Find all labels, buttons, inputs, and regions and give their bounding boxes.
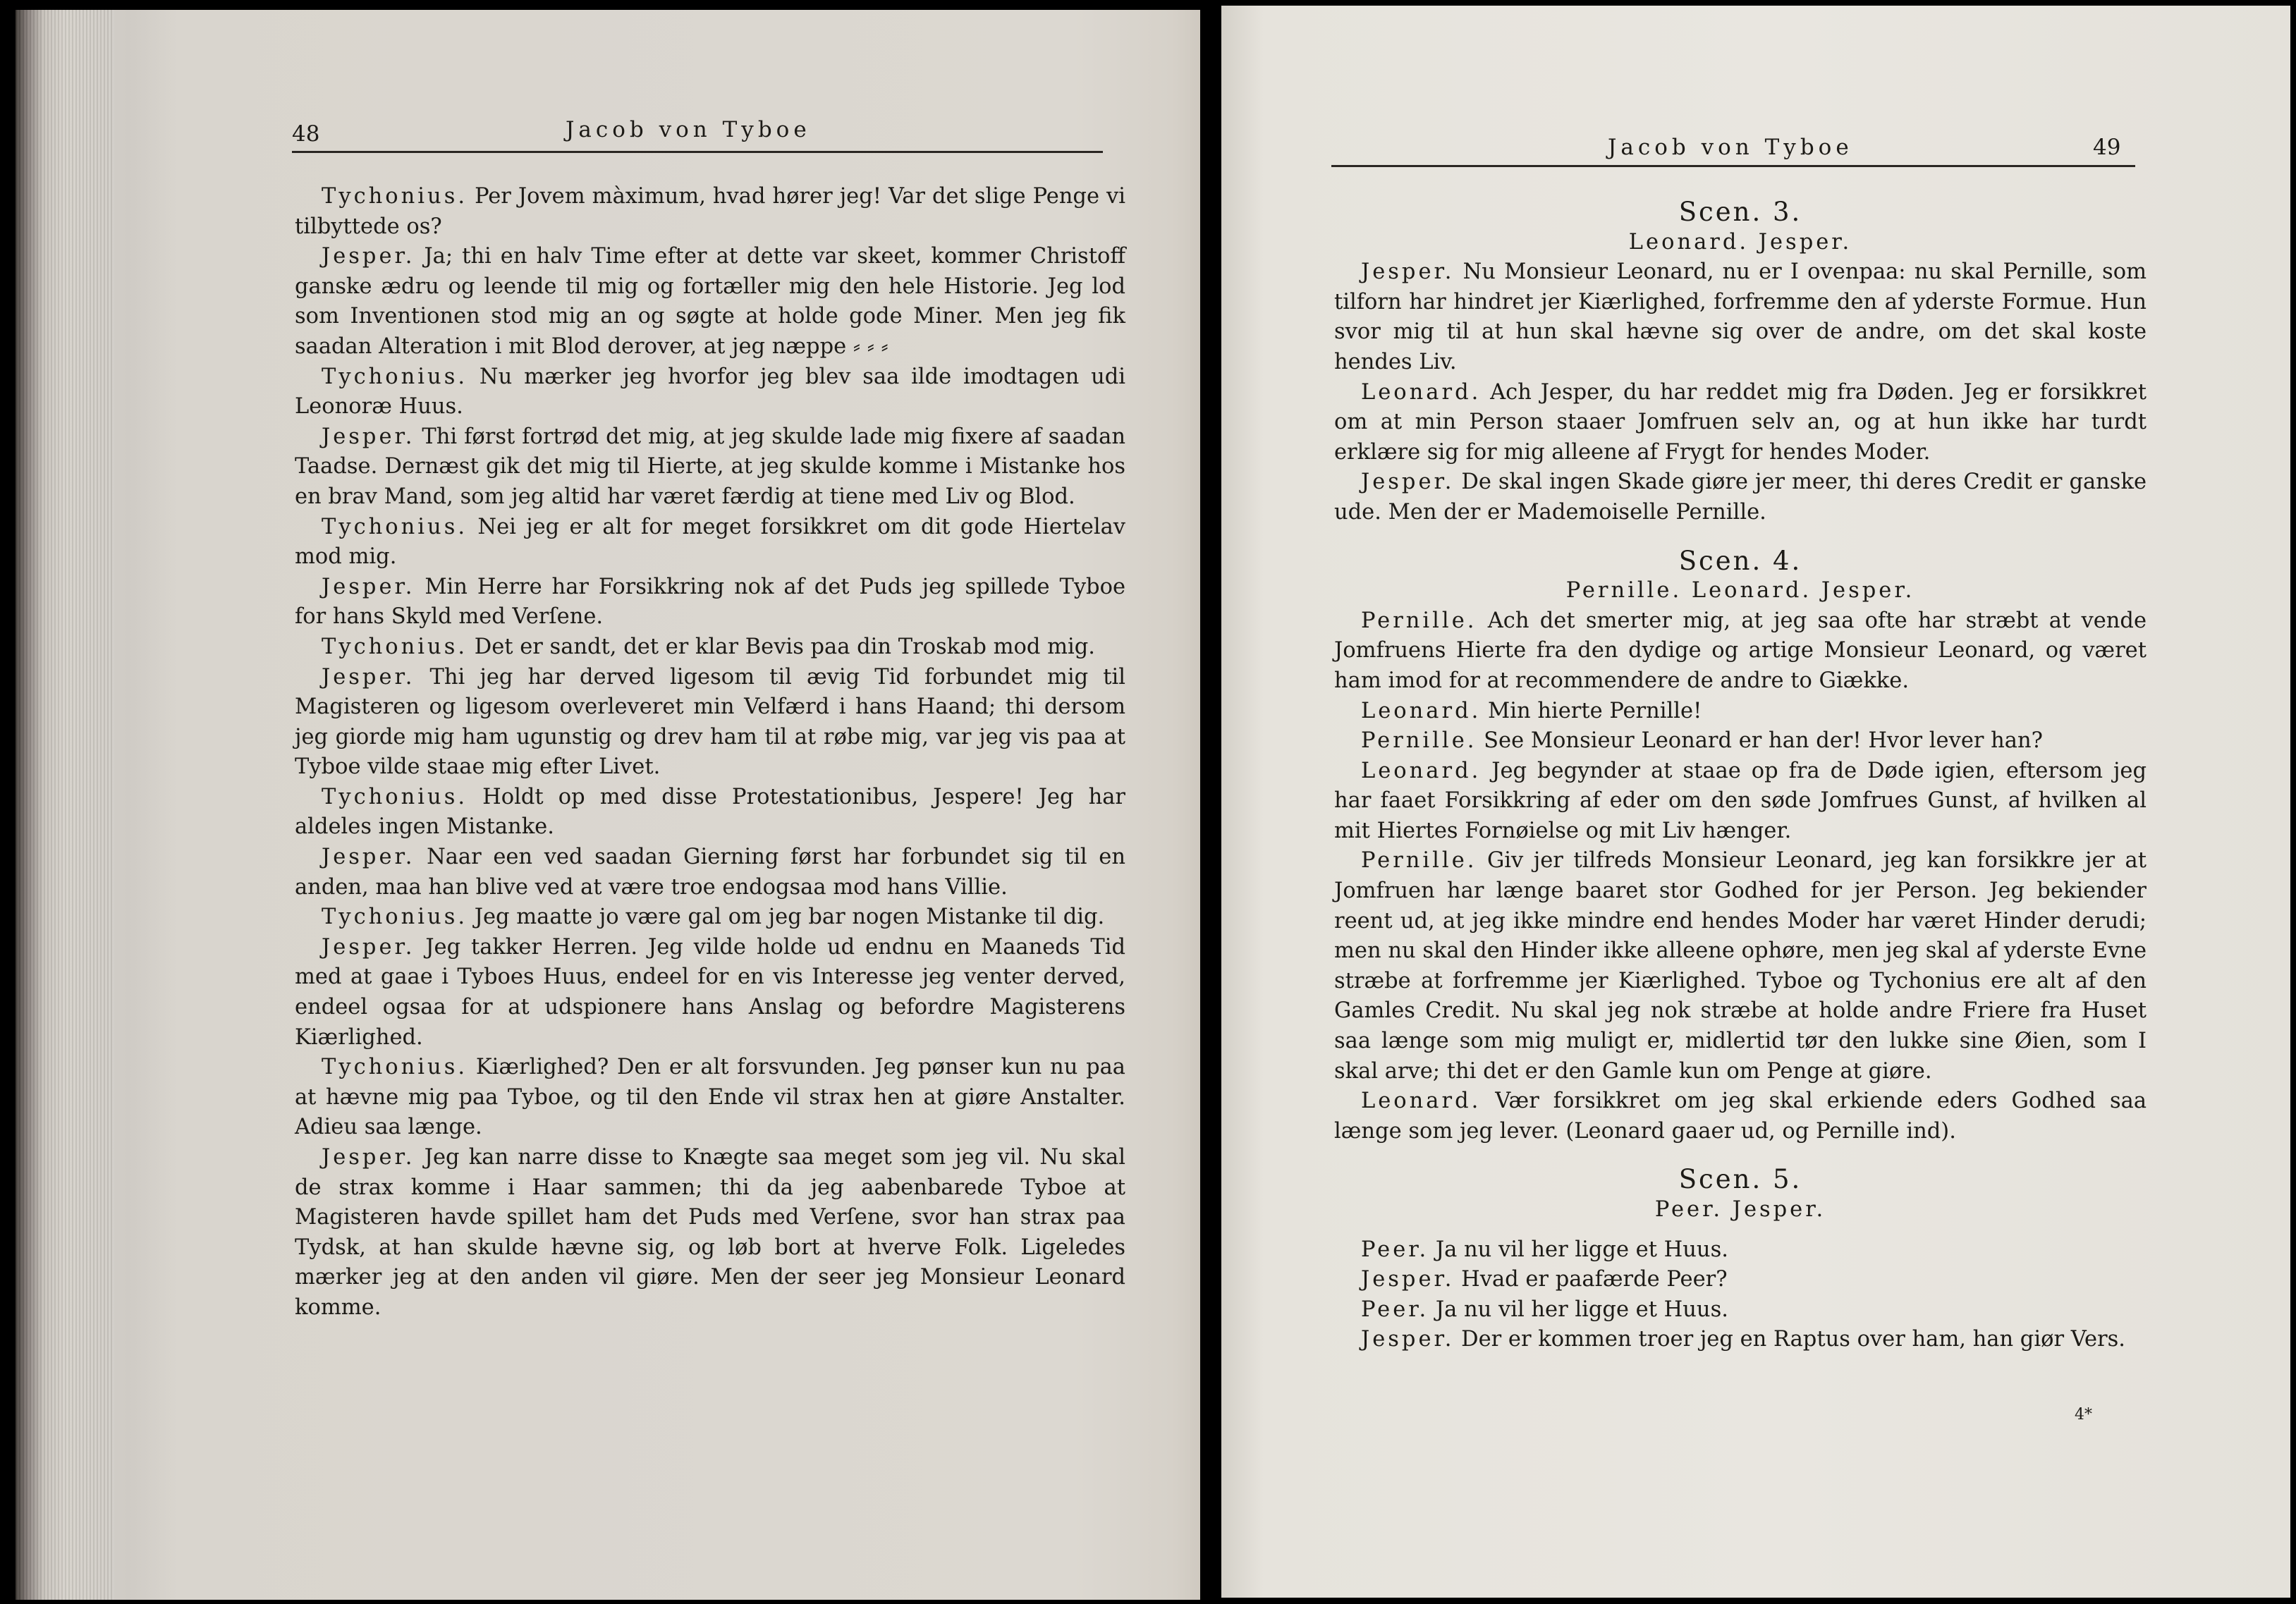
dialogue-text: Naar een ved saadan Gierning først har forbundet sig til en anden, maa han blive ved at være troe endogsaa mod hans Villie.: [295, 845, 1125, 900]
dialogue-paragraph: [1334, 1295, 2147, 1326]
scene-heading: Scen. 3.: [1678, 197, 1802, 227]
dialogue-paragraph: [1334, 757, 2147, 847]
dialogue-paragraph: [1334, 1086, 2147, 1146]
dialogue-text: Vær forsikkret om jeg skal erkiende eders Godhed saa længe som jeg lever. (Leonard gaaer ud, og Pernille ind).: [1334, 1089, 2147, 1144]
dialogue-paragraph: [295, 783, 1125, 843]
speaker-name: Jesper.: [322, 845, 415, 870]
dialogue-paragraph: [295, 933, 1125, 1053]
dialogue-text: Der er kommen troer jeg en Raptus over ham, han giør Vers.: [1461, 1327, 2125, 1352]
speaker-name: Peer.: [1361, 1237, 1429, 1262]
dialogue-paragraph: [295, 362, 1125, 422]
right-header-rule: [1331, 165, 2135, 167]
dialogue-paragraph: [295, 663, 1125, 783]
speaker-name: Pernille.: [1361, 848, 1477, 874]
dialogue-text: Giv jer tilfreds Monsieur Leonard, jeg kan forsikkre jer at Jomfruen har længe baaret stor Godhed for jer Person. Jeg bekiender reent ud, at jeg ikke mindre end hendes Moder har været Hinder derudi; men nu skal den Hinder ikke alleene ophøre, men jeg skal af yderste Evne stræbe at forfremme jer Kiærlighed. Tyboe og Tychonius ere alt af den Gamles Credit. Nu skal jeg nok stræbe at holde andre Friere fra Huset saa længe som mig muligt er, midlertid tør den lukke sine Øien, som I skal arve; thi det er den Gamle kun om Penge at giøre.: [1334, 848, 2147, 1084]
speaker-name: Leonard.: [1361, 1089, 1482, 1114]
dialogue-paragraph: [1334, 697, 2147, 727]
dialogue-paragraph: [1334, 1325, 2147, 1355]
dialogue-text: Thi først fortrød det mig, at jeg skulde lade mig fixere af saadan Taadse. Dernæst gik det mig til Hierte, at jeg skulde komme i Mistanke hos en brav Mand, som jeg altid har været færdig at tiene med Liv og Blod.: [295, 424, 1125, 509]
dialogue-text: Min hierte Pernille!: [1488, 698, 1702, 723]
scene-spacer: [1334, 528, 2147, 546]
right-page: [1221, 6, 2290, 1598]
speaker-name: Jesper.: [322, 1145, 415, 1170]
speaker-name: Tychonius.: [322, 634, 468, 659]
dialogue-text: Ach Jesper, du har reddet mig fra Døden. Jeg er forsikkret om at min Person staaer Jomfruen selv an, og at hun ikke har turdt erklære sig for mig alleene af Frygt for hendes Moder.: [1334, 379, 2147, 465]
speaker-name: Tychonius.: [322, 364, 468, 389]
dialogue-paragraph: [1334, 1265, 2147, 1295]
speaker-name: Jesper.: [322, 244, 415, 269]
dialogue-paragraph: [295, 513, 1125, 573]
scene-cast: Pernille. Leonard. Jesper.: [1565, 578, 1915, 604]
speaker-name: Peer.: [1361, 1297, 1429, 1322]
speaker-name: Leonard.: [1361, 698, 1482, 723]
right-running-head: Jacob von Tyboe: [1608, 135, 1853, 160]
dialogue-paragraph: [1334, 846, 2147, 1086]
dialogue-text: Holdt op med disse Protestationibus, Jespere! Jeg har aldeles ingen Mistanke.: [295, 784, 1125, 840]
dialogue-text: Ja nu vil her ligge et Huus.: [1435, 1297, 1728, 1322]
speaker-name: Jesper.: [1361, 1327, 1455, 1352]
speaker-name: Tychonius.: [322, 905, 468, 930]
dialogue-text: Ach det smerter mig, at jeg saa ofte har stræbt at vende Jomfruens Hierte fra den dydige og artige Monsieur Leonard, og været ham imod for at recommendere de andre to Giække.: [1334, 608, 2147, 693]
speaker-name: Pernille.: [1361, 608, 1477, 633]
left-page-number: 48: [292, 121, 320, 147]
speaker-name: Jesper.: [322, 574, 415, 599]
dialogue-paragraph: [1334, 467, 2147, 527]
book-gutter: [1200, 0, 1221, 1604]
dialogue-paragraph: [1334, 1235, 2147, 1266]
dialogue-text: Jeg takker Herren. Jeg vilde holde ud endnu en Maaneds Tid med at gaae i Tyboes Huus, endeel for en vis Interesse jeg venter derved, endeel ogsaa for at udspionere hans Anslag og befordre Magisterens Kiærlighed.: [295, 934, 1125, 1050]
dialogue-text: Ja; thi en halv Time efter at dette var skeet, kommer Christoff ganske ædru og leende til mig og fortæller mig den hele Historie. Jeg lod som Inventionen stod mig an og søgte at holde gode Miner. Men jeg fik saadan Alteration i mit Blod derover, at jeg næppe ⸗ ⸗ ⸗: [295, 244, 1125, 359]
dialogue-text: Kiærlighed? Den er alt forsvunden. Jeg pønser kun nu paa at hævne mig paa Tyboe, og til den Ende vil strax hen at giøre Anstalter. Adieu saa længe.: [295, 1055, 1125, 1140]
dialogue-text: Jeg kan narre disse to Knægte saa meget som jeg vil. Nu skal de strax komme i Haar sammen; thi da jeg aabenbarede Tyboe at Magisteren havde spillet ham det Puds med Verſene, svor han strax paa Tydsk, at han skulde hævne sig, og løb bort at hverve Folk. Ligeledes mærker jeg at den anden vil giøre. Men der seer jeg Monsieur Leonard komme.: [295, 1145, 1125, 1320]
dialogue-paragraph: [295, 182, 1125, 242]
dialogue-text: Per Jovem màximum, hvad hører jeg! Var det slige Penge vi tilbyttede os?: [295, 184, 1125, 239]
dialogue-paragraph: [295, 1143, 1125, 1323]
dialogue-text: Jeg maatte jo være gal om jeg bar nogen Mistanke til dig.: [474, 905, 1105, 930]
dialogue-paragraph: [1334, 726, 2147, 757]
dialogue-text: De skal ingen Skade giøre jer meer, thi deres Credit er ganske ude. Men der er Mademoiselle Pernille.: [1334, 470, 2147, 525]
dialogue-paragraph: [295, 632, 1125, 663]
left-running-head: Jacob von Tyboe: [566, 117, 811, 142]
cast-spacer: [1334, 1225, 2147, 1235]
dialogue-text: See Monsieur Leonard er han der! Hvor lever han?: [1484, 728, 2043, 754]
dialogue-text: Jeg begynder at staae op fra de Døde igien, eftersom jeg har faaet Forsikkring af eder om den søde Jomfrues Gunst, af hvilken al mit Hiertes Fornøielse og mit Liv hænger.: [1334, 758, 2147, 843]
dialogue-text: Nu mærker jeg hvorfor jeg blev saa ilde imodtagen udi Leonoræ Huus.: [295, 364, 1125, 420]
dialogue-text: Ja nu vil her ligge et Huus.: [1435, 1237, 1728, 1262]
right-page-text: [1334, 197, 2147, 1355]
dialogue-paragraph: [295, 573, 1125, 632]
speaker-name: Jesper.: [322, 934, 415, 960]
speaker-name: Jesper.: [1361, 1267, 1455, 1292]
dialogue-paragraph: [295, 902, 1125, 933]
speaker-name: Jesper.: [1361, 259, 1455, 285]
speaker-name: Tychonius.: [322, 784, 468, 809]
speaker-name: Tychonius.: [322, 514, 468, 539]
dialogue-text: Hvad er paafærde Peer?: [1461, 1267, 1728, 1292]
dialogue-paragraph: [1334, 257, 2147, 377]
scene-cast: Leonard. Jesper.: [1628, 229, 1852, 255]
dialogue-paragraph: [295, 1053, 1125, 1143]
dialogue-paragraph: [295, 242, 1125, 362]
speaker-name: Tychonius.: [322, 184, 468, 209]
left-page-text: [295, 182, 1125, 1323]
left-page: [16, 10, 1200, 1600]
dialogue-paragraph: [295, 422, 1125, 513]
dialogue-text: Det er sandt, det er klar Bevis paa din Troskab mod mig.: [474, 634, 1095, 659]
dialogue-paragraph: [1334, 606, 2147, 697]
page-edges: [16, 10, 114, 1600]
scene-heading: Scen. 5.: [1678, 1164, 1802, 1195]
dialogue-text: Min Herre har Forsikkring nok af det Puds jeg spillede Tyboe for hans Skyld med Verſene.: [295, 574, 1125, 630]
signature-mark: 4*: [2075, 1406, 2092, 1424]
speaker-name: Leonard.: [1361, 379, 1482, 405]
speaker-name: Jesper.: [322, 424, 415, 449]
dialogue-paragraph: [1334, 378, 2147, 468]
speaker-name: Pernille.: [1361, 728, 1477, 754]
speaker-name: Tychonius.: [322, 1055, 468, 1080]
speaker-name: Leonard.: [1361, 758, 1482, 783]
dialogue-text: Nu Monsieur Leonard, nu er I ovenpaa: nu skal Pernille, som tilforn har hindret jer Kiærlighed, forfremme den af yderste Formue. Hun svor mig til at hun skal hævne sig over de andre, om det skal koste hendes Liv.: [1334, 259, 2147, 374]
dialogue-text: Nei jeg er alt for meget forsikkret om dit gode Hiertelav mod mig.: [295, 514, 1125, 570]
scene-cast: Peer. Jesper.: [1654, 1197, 1826, 1222]
right-page-number: 49: [2093, 135, 2121, 160]
speaker-name: Jesper.: [322, 664, 415, 690]
scene-spacer: [1334, 1146, 2147, 1165]
scene-heading: Scen. 4.: [1678, 545, 1802, 576]
dialogue-paragraph: [295, 843, 1125, 902]
dialogue-text: Thi jeg har derved ligesom til ævig Tid forbundet mig til Magisteren og ligesom overleveret min Velfærd i hans Haand; thi dersom jeg giorde mig ham ugunstig og drev ham til at røbe mig, var jeg vis paa at Tyboe vilde staae mig efter Livet.: [295, 664, 1125, 780]
left-header-rule: [292, 151, 1103, 153]
speaker-name: Jesper.: [1361, 470, 1455, 495]
